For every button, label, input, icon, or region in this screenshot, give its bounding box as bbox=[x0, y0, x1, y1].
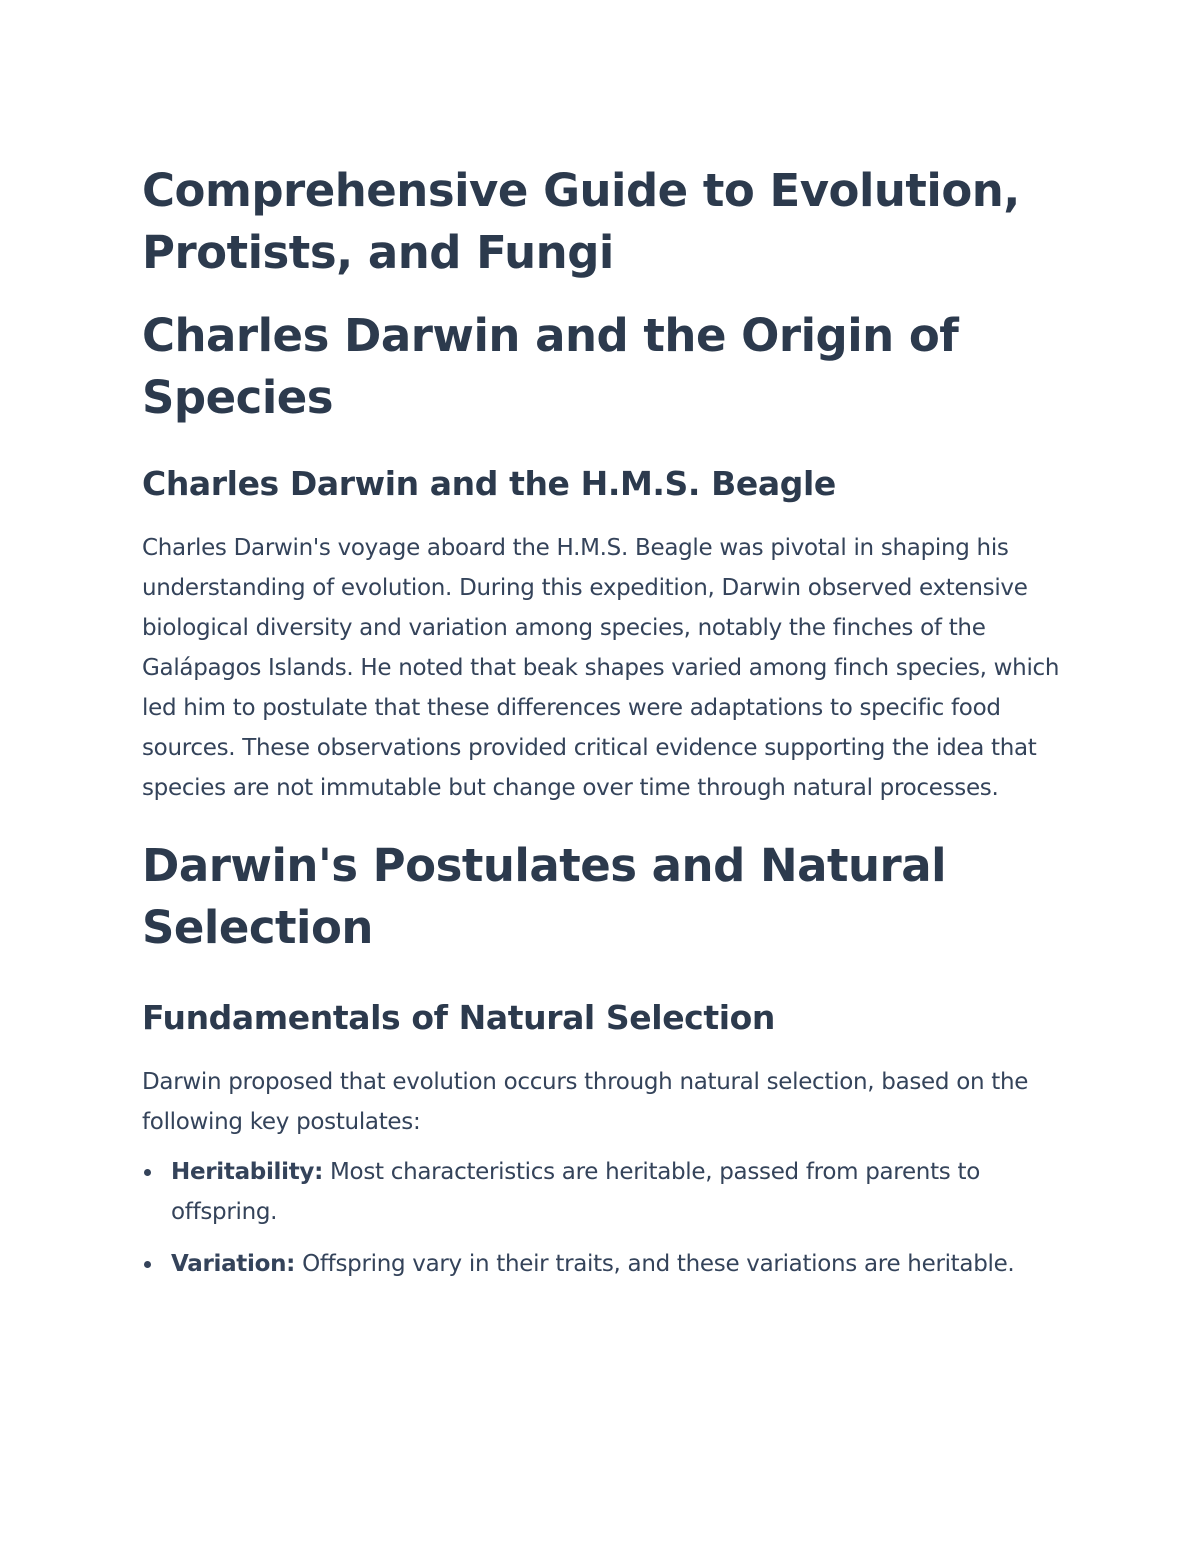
subheading-fundamentals: Fundamentals of Natural Selection bbox=[142, 998, 775, 1037]
paragraph-postulates-intro: Darwin proposed that evolution occurs through natural selection, based on the following key postulates: bbox=[142, 1069, 1029, 1135]
list-item-term: Heritability: bbox=[171, 1159, 323, 1185]
list-item-term: Variation: bbox=[171, 1251, 296, 1277]
section-heading-postulates: Darwin's Postulates and Natural Selection bbox=[142, 839, 947, 954]
list-item bbox=[142, 1152, 1062, 1232]
list-item-text: Most characteristics are heritable, passed from parents to offspring. bbox=[171, 1159, 980, 1225]
document-page bbox=[142, 160, 1062, 1296]
list-item-text: Offspring vary in their traits, and these variations are heritable. bbox=[295, 1251, 1015, 1277]
subheading-beagle: Charles Darwin and the H.M.S. Beagle bbox=[142, 464, 836, 503]
paragraph-beagle: Charles Darwin's voyage aboard the H.M.S. Beagle was pivotal in shaping his understanding of evolution. During this expedition, Darwin observed extensive biological diversity and variation among species, notably the finches of the Galápagos Islands. He noted that beak shapes varied among finch species, which led him to postulate that these differences were adaptations to specific food sources. These observations provided critical evidence supporting the idea that species are not immutable but change over time through natural processes. bbox=[142, 535, 1060, 801]
document-title: Comprehensive Guide to Evolution, Protists, and Fungi bbox=[142, 164, 1020, 279]
section-heading-darwin-origin: Charles Darwin and the Origin of Species bbox=[142, 309, 959, 424]
bullet-icon bbox=[144, 1169, 151, 1176]
bullet-icon bbox=[144, 1261, 151, 1268]
list-item bbox=[142, 1244, 1062, 1284]
postulates-list bbox=[142, 1152, 1062, 1284]
